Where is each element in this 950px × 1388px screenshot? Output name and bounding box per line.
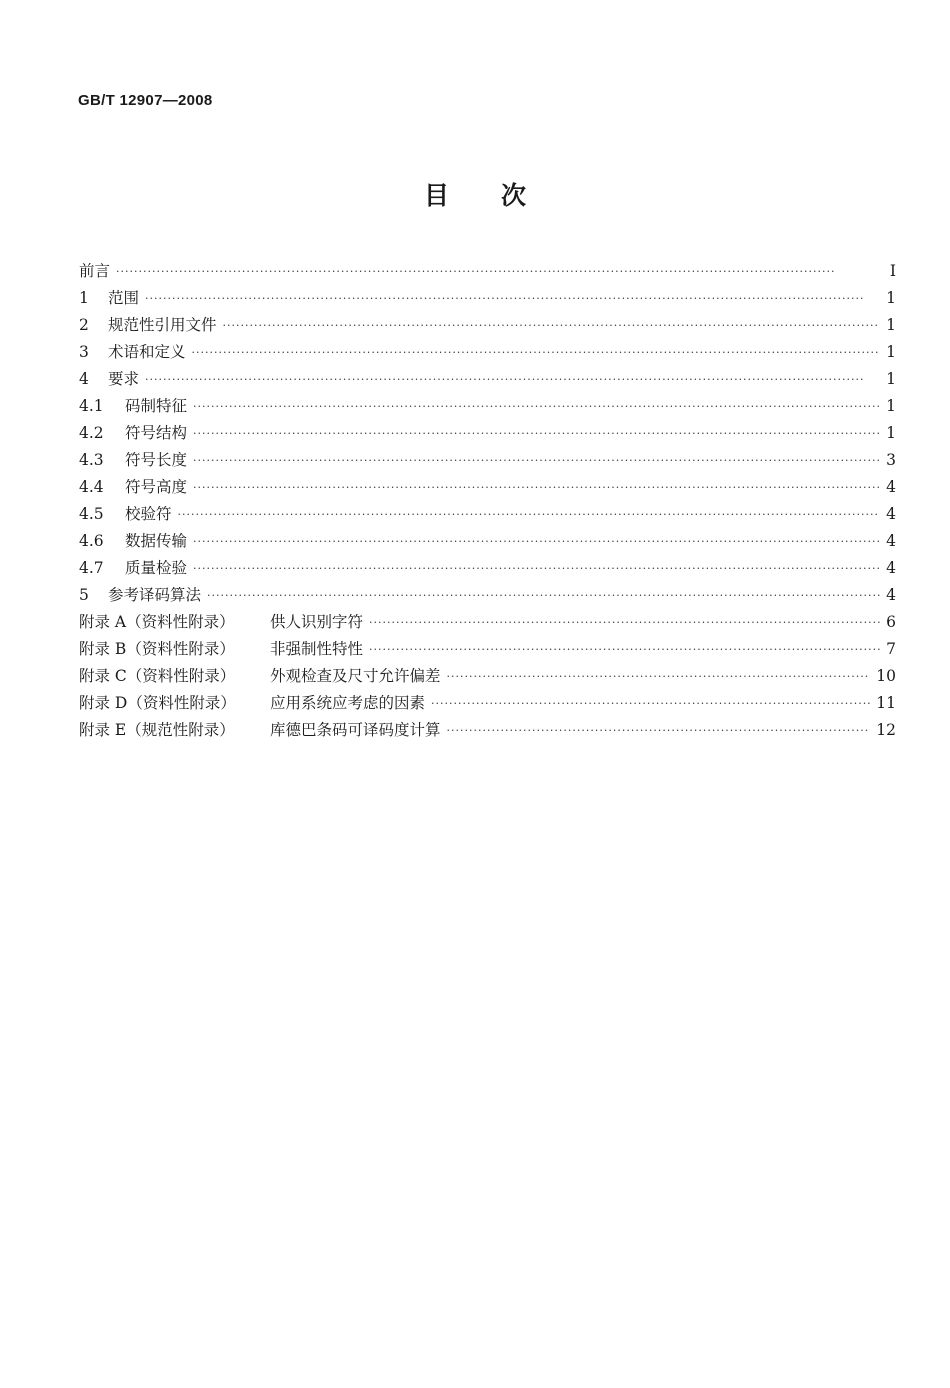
toc-dot-leader [145, 285, 880, 312]
toc-entry-number: 附录 E（规范性附录） [79, 721, 235, 739]
toc-entry-number: 4 [79, 370, 89, 388]
toc-entry[interactable] [79, 582, 896, 609]
toc-entry-title: 范围 [108, 289, 140, 307]
toc-entry-page: 1 [886, 397, 896, 415]
toc-dot-leader [193, 474, 880, 501]
toc-entry-page: 7 [886, 640, 896, 658]
toc-entry[interactable] [79, 717, 896, 744]
toc-entry-page: Ⅰ [889, 262, 896, 280]
toc-entry-title: 符号长度 [125, 451, 188, 469]
toc-entry-page: 10 [876, 667, 896, 685]
toc-dot-leader [116, 258, 880, 285]
toc-entry-page: 1 [886, 316, 896, 334]
toc-entry[interactable] [79, 609, 896, 636]
toc-dot-leader [192, 339, 880, 366]
toc-entry-number: 5 [79, 586, 89, 604]
toc-entry-page: 4 [886, 532, 896, 550]
toc-entry-page: 4 [886, 478, 896, 496]
toc-entry[interactable] [79, 258, 896, 285]
toc-entry-page: 1 [886, 343, 896, 361]
toc-entry-title: 术语和定义 [108, 343, 186, 361]
toc-entry-number: 1 [79, 289, 89, 307]
toc-entry-page: 4 [886, 505, 896, 523]
toc-entry-number: 4.7 [79, 559, 104, 577]
toc-entry-page: 1 [886, 370, 896, 388]
title-char-2: 次 [501, 181, 527, 210]
toc-entry-title: 质量检验 [125, 559, 188, 577]
toc-entry-title: 规范性引用文件 [108, 316, 217, 334]
toc-entry[interactable] [79, 285, 896, 312]
toc-entry-number: 附录 A（资料性附录） [79, 613, 235, 631]
toc-dot-leader [369, 636, 880, 663]
toc-entry-title: 外观检查及尺寸允许偏差 [270, 667, 441, 685]
toc-entry-number: 4.2 [79, 424, 104, 442]
toc-entry[interactable] [79, 339, 896, 366]
toc-entry-title: 库德巴条码可译码度计算 [270, 721, 441, 739]
toc-entry-page: 3 [886, 451, 896, 469]
toc-dot-leader [193, 528, 880, 555]
toc-entry[interactable] [79, 555, 896, 582]
page-title [0, 176, 950, 212]
toc-dot-leader [447, 663, 871, 690]
toc-entry-number: 附录 C（资料性附录） [79, 667, 236, 685]
toc-entry[interactable] [79, 312, 896, 339]
toc-dot-leader [193, 447, 880, 474]
toc-entry-page: 1 [886, 289, 896, 307]
toc-entry-title: 供人识别字符 [270, 613, 364, 631]
toc-dot-leader [207, 582, 880, 609]
toc-entry-title: 应用系统应考虑的因素 [270, 694, 426, 712]
toc-entry[interactable] [79, 474, 896, 501]
toc-entry-page: 4 [886, 559, 896, 577]
toc-entry-number: 4.6 [79, 532, 104, 550]
toc-entry-page: 1 [886, 424, 896, 442]
toc-entry-page: 6 [886, 613, 896, 631]
toc-entry-title: 非强制性特性 [270, 640, 364, 658]
toc-entry-number: 附录 B（资料性附录） [79, 640, 235, 658]
standard-code: GB/T 12907—2008 [78, 92, 213, 109]
toc-entry-number: 4.3 [79, 451, 104, 469]
toc-entry-number: 4.1 [79, 397, 104, 415]
toc-dot-leader [178, 501, 880, 528]
toc-entry[interactable] [79, 528, 896, 555]
toc-entry[interactable] [79, 447, 896, 474]
toc-entry-page: 11 [876, 694, 896, 712]
toc-entry[interactable] [79, 501, 896, 528]
toc-entry[interactable] [79, 366, 896, 393]
toc-entry-number: 3 [79, 343, 89, 361]
toc-entry-title: 前言 [79, 262, 111, 280]
toc-entry-number: 附录 D（资料性附录） [79, 694, 236, 712]
toc-entry-page: 4 [886, 586, 896, 604]
toc-entry[interactable] [79, 393, 896, 420]
toc-dot-leader [193, 555, 880, 582]
toc-dot-leader [145, 366, 880, 393]
toc-entry-title: 数据传输 [125, 532, 188, 550]
toc-entry-number: 2 [79, 316, 89, 334]
toc-entry-title: 码制特征 [125, 397, 188, 415]
toc-entry-number: 4.4 [79, 478, 104, 496]
toc-entry-number: 4.5 [79, 505, 104, 523]
toc-entry[interactable] [79, 420, 896, 447]
toc-dot-leader [431, 690, 870, 717]
toc-entry[interactable] [79, 636, 896, 663]
title-char-1: 目 [423, 181, 449, 210]
toc-entry-page: 12 [876, 721, 896, 739]
toc-entry-title: 参考译码算法 [108, 586, 202, 604]
toc-entry-title: 符号高度 [125, 478, 188, 496]
toc-entry-title: 校验符 [125, 505, 172, 523]
toc-entry-title: 要求 [108, 370, 140, 388]
toc-entry-title: 符号结构 [125, 424, 188, 442]
toc-entry[interactable] [79, 690, 896, 717]
table-of-contents [79, 258, 896, 744]
toc-entry[interactable] [79, 663, 896, 690]
toc-dot-leader [193, 420, 880, 447]
toc-dot-leader [223, 312, 880, 339]
toc-dot-leader [447, 717, 871, 744]
toc-dot-leader [369, 609, 880, 636]
toc-dot-leader [193, 393, 880, 420]
